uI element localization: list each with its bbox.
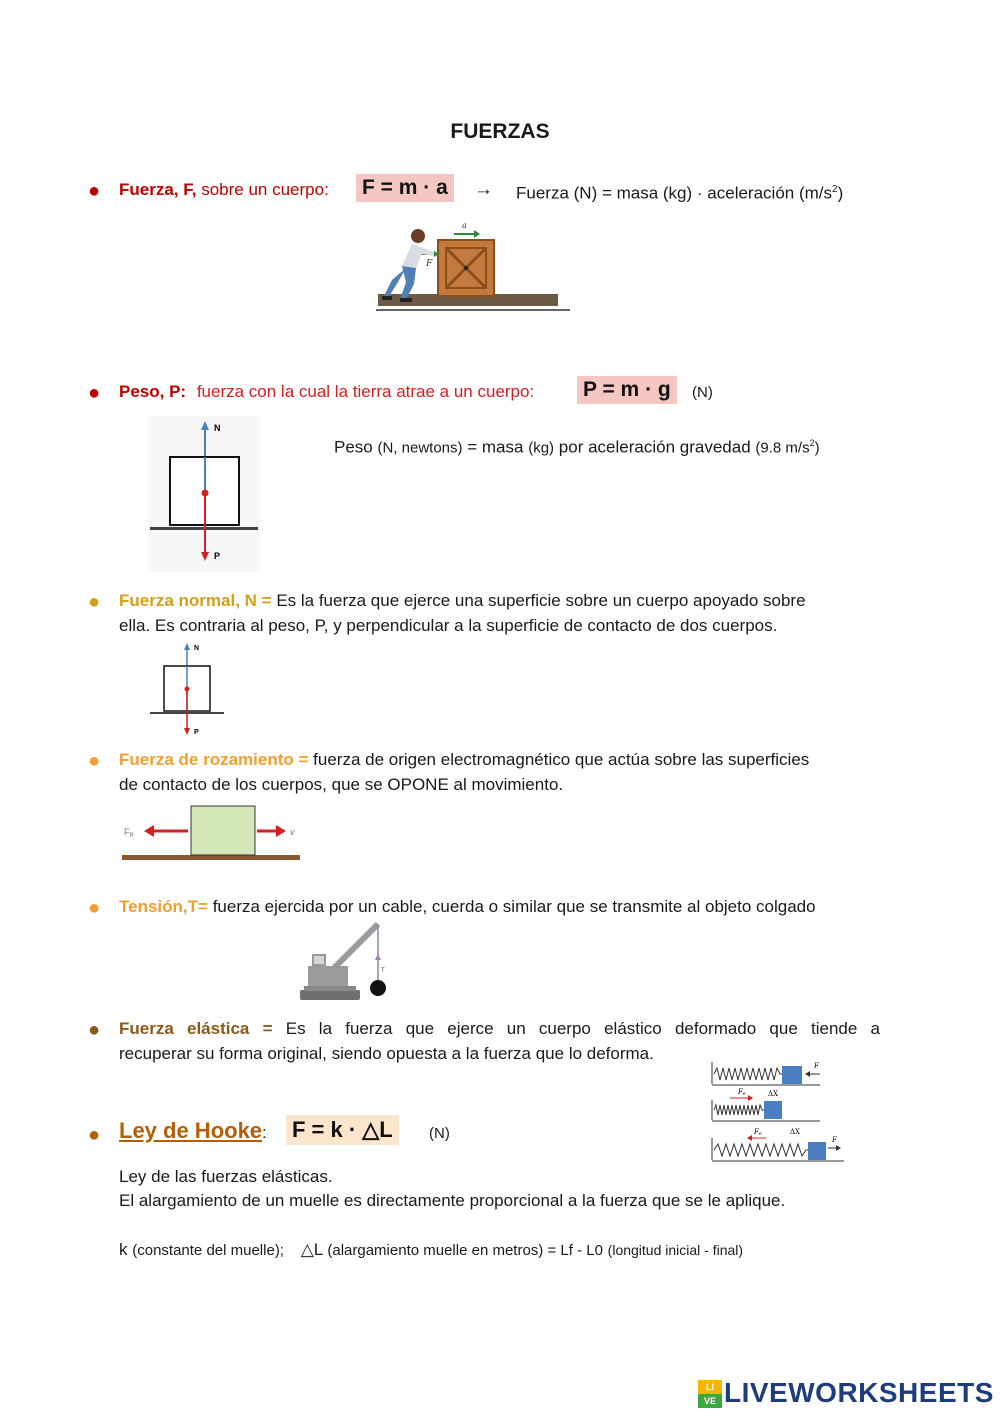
- hooke-line: [119, 1117, 267, 1147]
- weight-label: P: [214, 551, 221, 561]
- bullet: ●: [88, 897, 101, 919]
- peso-formula: P = m · g: [577, 376, 677, 404]
- weight-normal-diagram: [148, 416, 260, 572]
- hooke-lf-sub: f: [568, 1242, 573, 1259]
- fuerza-def-sup: 2: [832, 184, 838, 195]
- spring-fe-label-2: Fe: [754, 1128, 762, 1137]
- hooke-l0-sub: 0: [594, 1242, 603, 1259]
- spring-dx-label-2: ΔX: [790, 1128, 801, 1136]
- logo-badge-bottom: VE: [698, 1394, 722, 1408]
- peso-definition: [334, 431, 820, 461]
- tension-label: Tensión,T=: [119, 897, 208, 916]
- liveworksheets-logo: [698, 1376, 994, 1412]
- elastica-text1: Es la fuerza que ejerce un cuerpo elástico deformado que tiende a: [285, 1019, 880, 1038]
- bullet: ●: [88, 382, 101, 404]
- normal-label: N: [214, 423, 221, 433]
- hooke-title: Ley de Hooke: [119, 1118, 263, 1143]
- spring-fe-label-1: Fe: [738, 1088, 746, 1097]
- springs-diagram: [710, 1054, 852, 1166]
- peso-def-5: por aceleración gravedad: [558, 437, 751, 457]
- peso-def-2: (N, newtons): [377, 439, 463, 457]
- friction-v-label: v: [290, 827, 295, 837]
- bullet: ●: [88, 1019, 101, 1041]
- logo-badge-top: LI: [698, 1380, 722, 1394]
- rozamiento-line2: de contacto de los cuerpos, que se OPONE al movimiento.: [119, 775, 564, 794]
- normal-label: Fuerza normal, N =: [119, 591, 272, 610]
- hooke-k: k: [119, 1240, 128, 1259]
- rozamiento-line1: [119, 748, 809, 772]
- hooke-minus-l: - L: [572, 1242, 595, 1259]
- arrow-icon: →: [474, 179, 493, 200]
- pushing-box-illustration: [376, 212, 570, 316]
- hooke-desc-2: El alargamiento de un muelle es directamente proporcional a la fuerza que se le aplique.: [119, 1191, 786, 1210]
- elastica-line1-wrap: [119, 1017, 880, 1041]
- hooke-delta-l: △L: [300, 1240, 323, 1259]
- force-label: F: [426, 259, 433, 269]
- peso-line: [119, 380, 534, 404]
- normal-force-diagram: [148, 640, 228, 740]
- friction-fr-label: $F_R$: [124, 827, 134, 839]
- logo-badge: [698, 1380, 722, 1408]
- fuerza-def-post: ): [837, 183, 844, 203]
- hooke-colon: :: [262, 1123, 267, 1142]
- normal-text1: Es la fuerza que ejerce una superficie sobre un cuerpo apoyado sobre: [276, 591, 806, 610]
- bullet: ●: [88, 1124, 101, 1146]
- peso-def-4: (kg): [528, 439, 555, 457]
- peso-label: Peso, P:: [119, 382, 187, 401]
- normal-n-label: N: [194, 645, 200, 652]
- page-title: FUERZAS: [450, 120, 550, 143]
- crane-illustration: [298, 918, 390, 1004]
- spring-f-label-1: F: [814, 1062, 819, 1070]
- bullet: ●: [88, 591, 101, 613]
- hooke-variables: [119, 1238, 743, 1263]
- spring-f-label-2: F: [832, 1136, 837, 1144]
- fuerza-formula: F = m · a: [356, 174, 454, 202]
- fuerza-def-pre: Fuerza (N) = masa (kg) · aceleración (m/s: [516, 183, 832, 203]
- spring-dx-label-1: ΔX: [768, 1090, 779, 1098]
- peso-unit: (N): [692, 384, 713, 401]
- fuerza-definition: [516, 178, 843, 206]
- elastica-line2: recuperar su forma original, siendo opuesta a la fuerza que lo deforma.: [119, 1044, 654, 1063]
- hooke-unit: (N): [429, 1125, 450, 1142]
- hooke-formula: F = k · △L: [286, 1115, 399, 1145]
- peso-def-7: ): [814, 439, 820, 457]
- peso-def-6: (9.8 m/s: [755, 439, 810, 457]
- hooke-lengths-desc: (longitud inicial - final): [607, 1242, 744, 1258]
- tension-text: fuerza ejercida por un cable, cuerda o similar que se transmite al objeto colgado: [212, 897, 816, 916]
- rozamiento-label: Fuerza de rozamiento =: [119, 750, 309, 769]
- tension-t-label: T: [381, 968, 385, 974]
- peso-def-sup: 2: [809, 438, 815, 448]
- bullet: ●: [88, 750, 101, 772]
- fuerza-line: [119, 178, 329, 202]
- normal-p-label: P: [194, 729, 199, 736]
- peso-text: fuerza con la cual la tierra atrae a un cuerpo:: [196, 382, 535, 401]
- friction-diagram: [120, 800, 302, 864]
- acceleration-label: a: [462, 221, 467, 230]
- fuerza-label: Fuerza, F,: [119, 180, 197, 199]
- elastica-label: Fuerza elástica =: [119, 1019, 273, 1038]
- hooke-desc-1: Ley de las fuerzas elásticas.: [119, 1167, 333, 1186]
- normal-line2: ella. Es contraria al peso, P, y perpendicular a la superficie de contacto de dos cuerpos.: [119, 616, 778, 635]
- bullet: ●: [88, 180, 101, 202]
- hooke-delta-desc: (alargamiento muelle en metros) = L: [327, 1242, 569, 1259]
- hooke-k-desc: (constante del muelle);: [132, 1242, 284, 1259]
- elastica-line1: [119, 1017, 880, 1041]
- normal-line1: [119, 589, 806, 613]
- rozamiento-text1: fuerza de origen electromagnético que actúa sobre las superficies: [313, 750, 810, 769]
- logo-text: LIVEWORKSHEETS: [724, 1377, 994, 1408]
- peso-def-1: Peso: [334, 437, 373, 457]
- fuerza-text: sobre un cuerpo:: [201, 180, 329, 199]
- tension-line: [119, 895, 816, 919]
- peso-def-3: = masa: [467, 437, 524, 457]
